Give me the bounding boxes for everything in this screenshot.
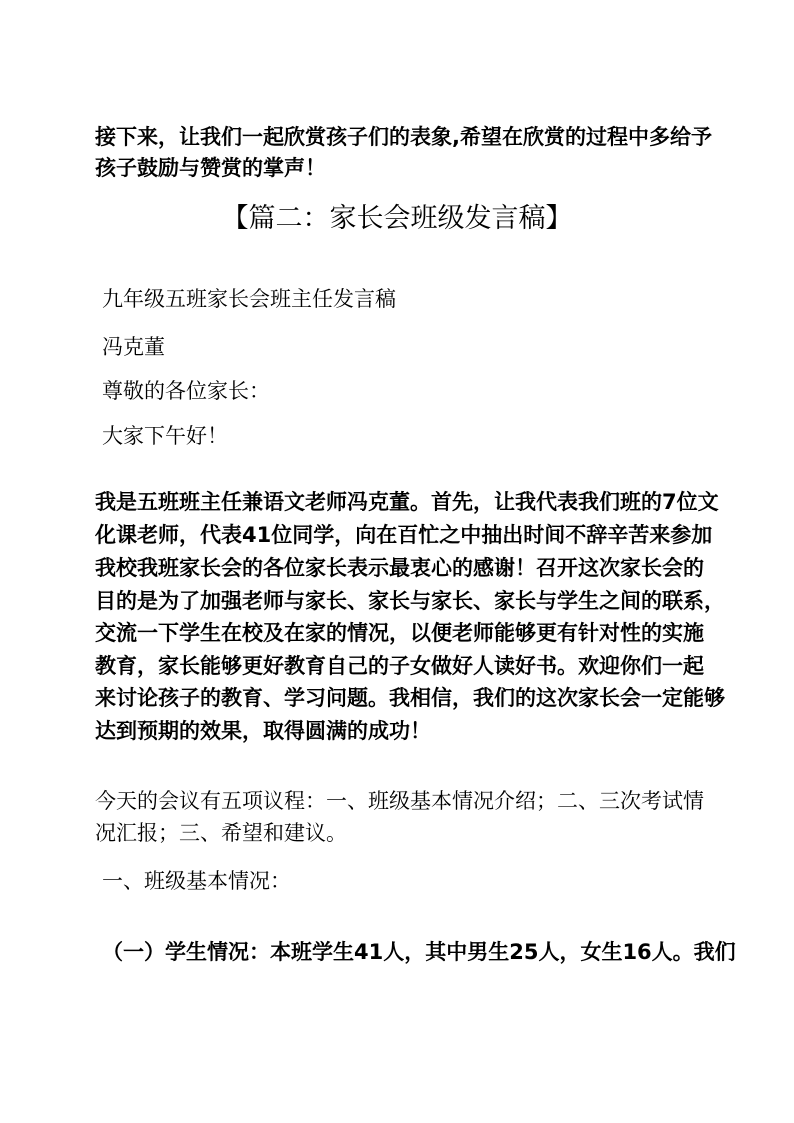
paragraph2-line: 今天的会议有五项议程：一、班级基本情况介绍；二、三次考试情	[95, 789, 704, 813]
student-info-line: （一）学生情况：本班学生41人，其中男生25人，女生16人。我们	[102, 940, 736, 964]
salutation: 尊敬的各位家长：	[102, 379, 270, 403]
paragraph1-line: 我校我班家长会的各位家长表示最衷心的感谢！召开这次家长会的	[95, 556, 704, 580]
paragraph1-line: 目的是为了加强老师与家长、家长与家长、家长与学生之间的联系，	[95, 589, 725, 613]
intro-line-1: 接下来，让我们一起欣赏孩子们的表象,希望在欣赏的过程中多给予	[95, 125, 712, 149]
section-heading: 【篇二：家长会班级发言稿】	[221, 203, 573, 234]
paragraph1-line: 来讨论孩子的教育、学习问题。我相信，我们的这次家长会一定能够	[95, 686, 725, 710]
paragraph1-line: 教育，家长能够更好教育自己的子女做好人读好书。欢迎你们一起	[95, 654, 704, 678]
paragraph1-line: 交流一下学生在校及在家的情况，以便老师能够更有针对性的实施	[95, 621, 704, 645]
intro-line-2: 孩子鼓励与赞赏的掌声！	[95, 156, 326, 180]
paragraph2-line: 况汇报；三、希望和建议。	[95, 821, 347, 845]
paragraph1-line: 达到预期的效果，取得圆满的成功！	[95, 719, 431, 743]
paragraph1-line: 化课老师，代表41位同学，向在百忙之中抽出时间不辞辛苦来参加	[95, 523, 713, 547]
author-name: 冯克董	[102, 335, 165, 359]
speech-title: 九年级五班家长会班主任发言稿	[102, 287, 396, 311]
paragraph1-line: 我是五班班主任兼语文老师冯克董。首先，让我代表我们班的7位文	[95, 490, 719, 514]
greeting: 大家下午好！	[102, 424, 228, 448]
section1-title: 一、班级基本情况：	[102, 869, 291, 893]
